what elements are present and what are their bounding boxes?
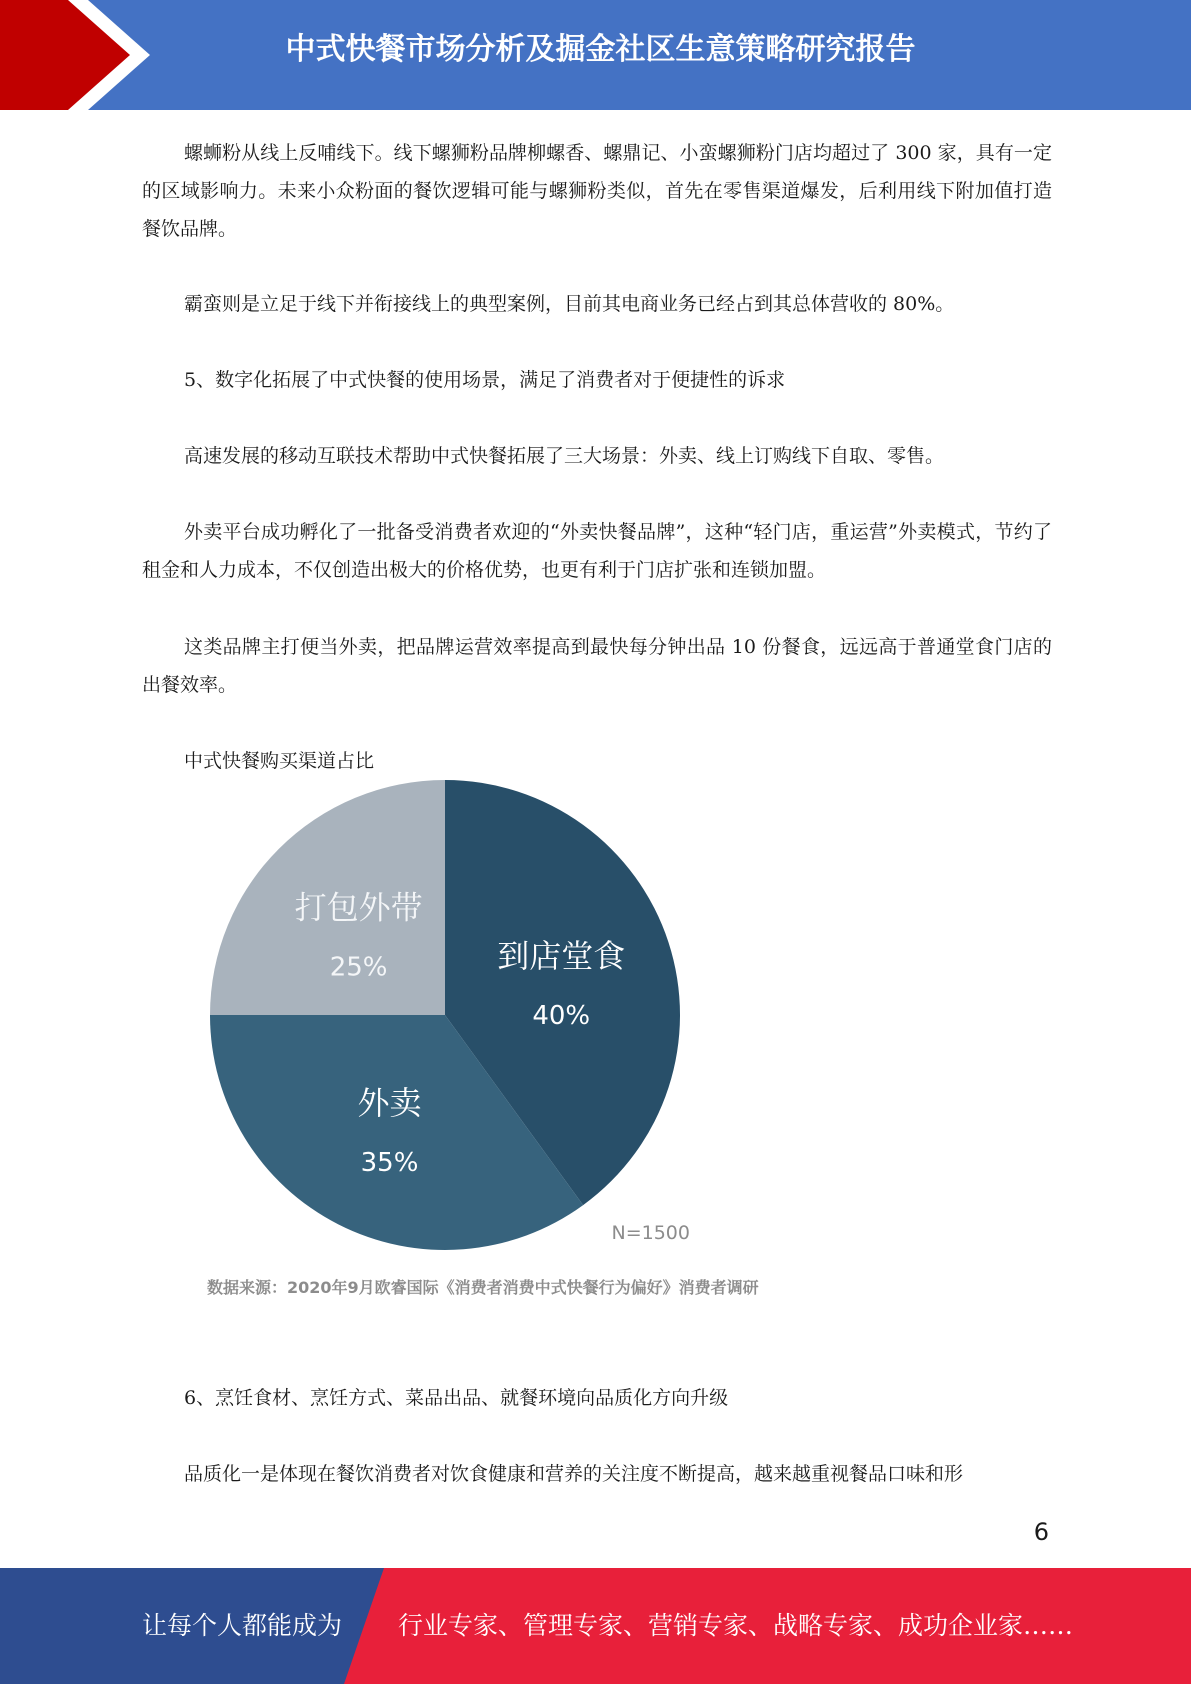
section-heading-5: 5、数字化拓展了中式快餐的使用场景，满足了消费者对于便捷性的诉求: [184, 369, 786, 391]
pie-category-label-2: 外卖: [357, 1083, 422, 1122]
paragraph-delivery-brands: 外卖平台成功孵化了一批备受消费者欢迎的“外卖快餐品牌”，这种“轻门店，重运营”外卖模式，节约了租金和人力成本，不仅创造出极大的价格优势，也更有利于门店扩张和连锁加盟。: [142, 521, 1052, 581]
sample-size-annotation: N=1500: [611, 1222, 690, 1244]
footer-slogan-right: 行业专家、管理专家、营销专家、战略专家、成功企业家……: [398, 1611, 1074, 1640]
report-title: 中式快餐市场分析及掘金社区生意策略研究报告: [285, 32, 916, 67]
page-footer: [0, 1568, 1191, 1684]
header-arrow-decoration: [0, 0, 160, 110]
footer-slogan-left: 让每个人都能成为: [142, 1611, 343, 1640]
paragraph-three-scenarios: 高速发展的移动互联技术帮助中式快餐拓展了三大场景：外卖、线上订购线下自取、零售。: [184, 445, 945, 467]
paragraph-bento-efficiency: 这类品牌主打便当外卖，把品牌运营效率提高到最快每分钟出品 10 份餐食，远远高于普通堂食门店的出餐效率。: [142, 636, 1052, 696]
section-heading-6: 6、烹饪食材、烹饪方式、菜品出品、就餐环境向品质化方向升级: [184, 1387, 729, 1409]
paragraph-luosifen: 螺蛳粉从线上反哺线下。线下螺狮粉品牌柳螺香、螺鼎记、小蛮螺狮粉门店均超过了 300 家，具有一定的区域影响力。未来小众粉面的餐饮逻辑可能与螺狮粉类似，首先在零售渠道爆发，后利用线下附加值打造餐饮品牌。: [142, 142, 1052, 240]
pie-value-label-3: 25%: [329, 952, 388, 983]
pie-value-label-1: 40%: [532, 1001, 591, 1032]
page-header: [0, 0, 1191, 110]
chart-caption: 中式快餐购买渠道占比: [184, 750, 375, 772]
channel-share-pie-chart: [195, 770, 715, 1260]
paragraph-quality: 品质化一是体现在餐饮消费者对饮食健康和营养的关注度不断提高，越来越重视餐品口味和形: [184, 1463, 964, 1485]
paragraph-bamán: 霸蛮则是立足于线下并衔接线上的典型案例，目前其电商业务已经占到其总体营收的 80%。: [184, 293, 955, 315]
pie-value-label-2: 35%: [360, 1147, 419, 1178]
data-source-note: 数据来源：2020年9月欧睿国际《消费者消费中式快餐行为偏好》消费者调研: [207, 1278, 759, 1297]
page-number: 6: [1033, 1518, 1049, 1546]
pie-category-label-1: 到店堂食: [497, 937, 626, 976]
pie-category-label-3: 打包外带: [294, 888, 423, 927]
